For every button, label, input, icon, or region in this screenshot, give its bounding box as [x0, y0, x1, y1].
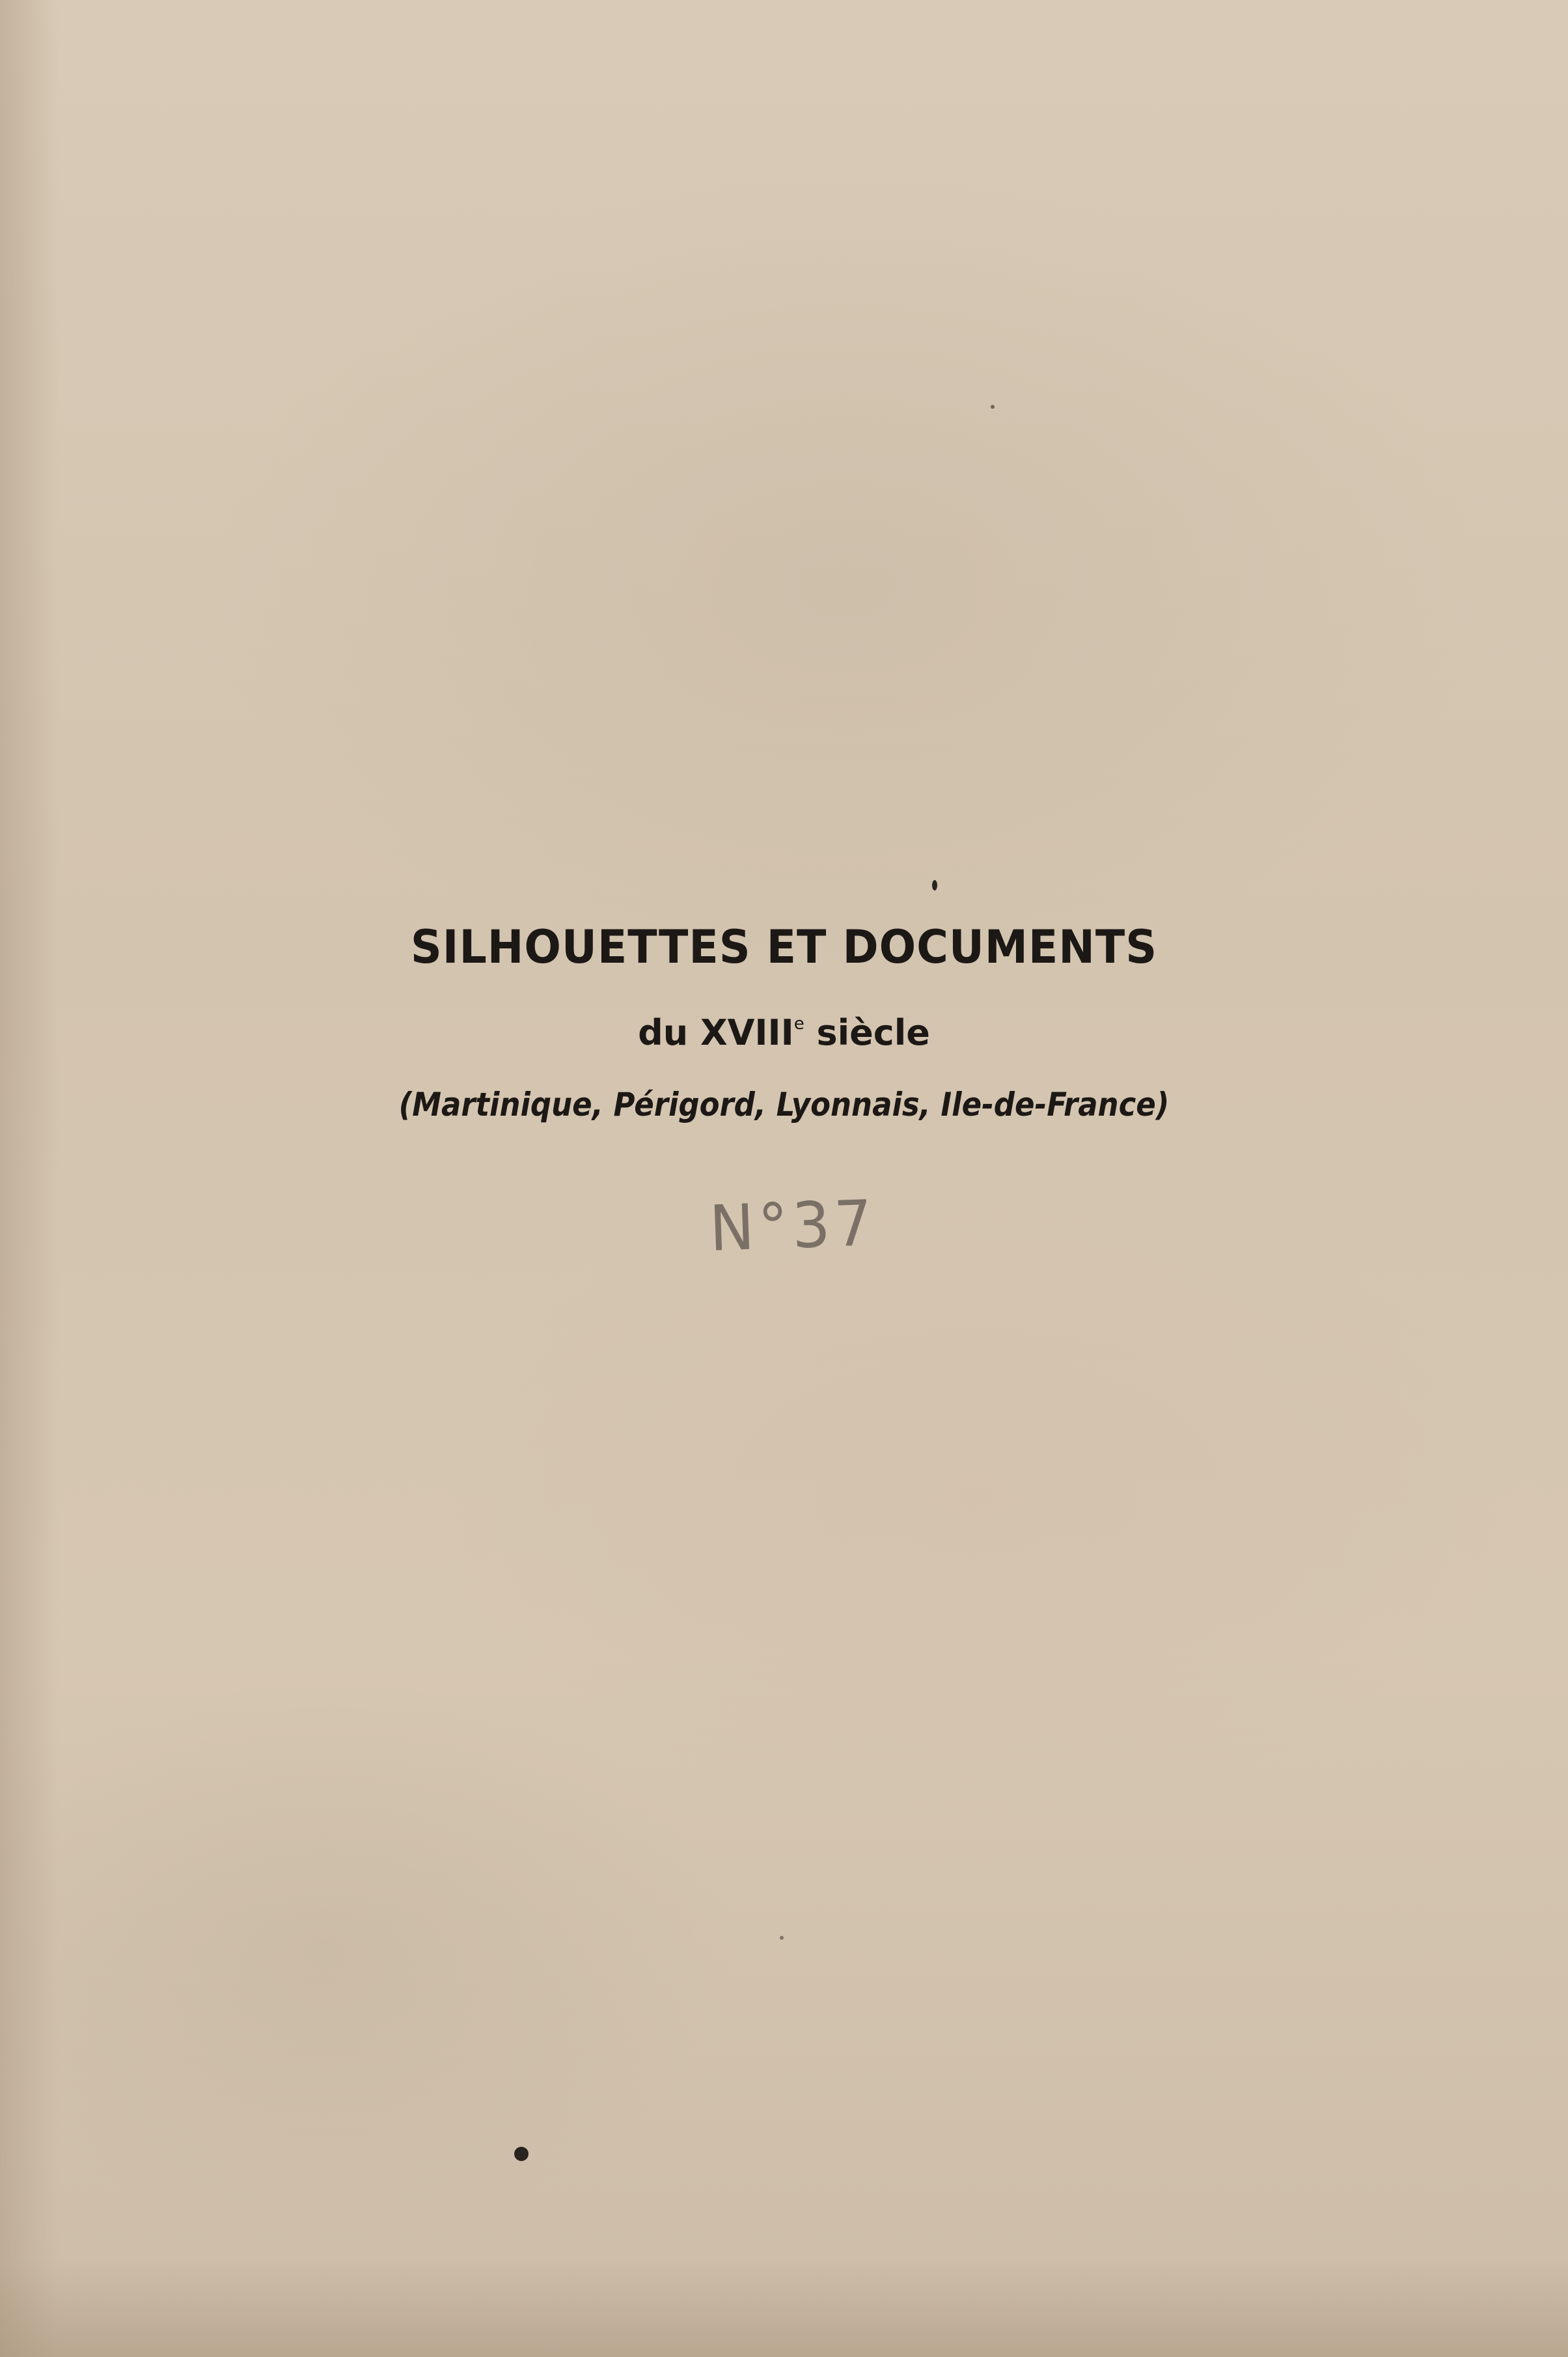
ink-speck — [991, 405, 995, 409]
title-block — [0, 920, 1568, 1123]
main-title: SILHOUETTES ET DOCUMENTS — [410, 920, 1158, 974]
subtitle-superscript: e — [793, 1014, 805, 1034]
ink-dot — [514, 2147, 529, 2161]
subtitle — [0, 1012, 1568, 1053]
subtitle-suffix: siècle — [804, 1012, 930, 1053]
regions-line: (Martinique, Périgord, Lyonnais, Ile-de-France) — [398, 1086, 1170, 1123]
ink-speck — [932, 880, 937, 890]
page-edge-shadow — [0, 0, 59, 2357]
ink-speck — [780, 1936, 784, 1940]
handwritten-number: N°37 — [708, 1186, 877, 1266]
page-bottom-shadow — [0, 2259, 1568, 2357]
subtitle-prefix: du XVIII — [638, 1012, 794, 1053]
